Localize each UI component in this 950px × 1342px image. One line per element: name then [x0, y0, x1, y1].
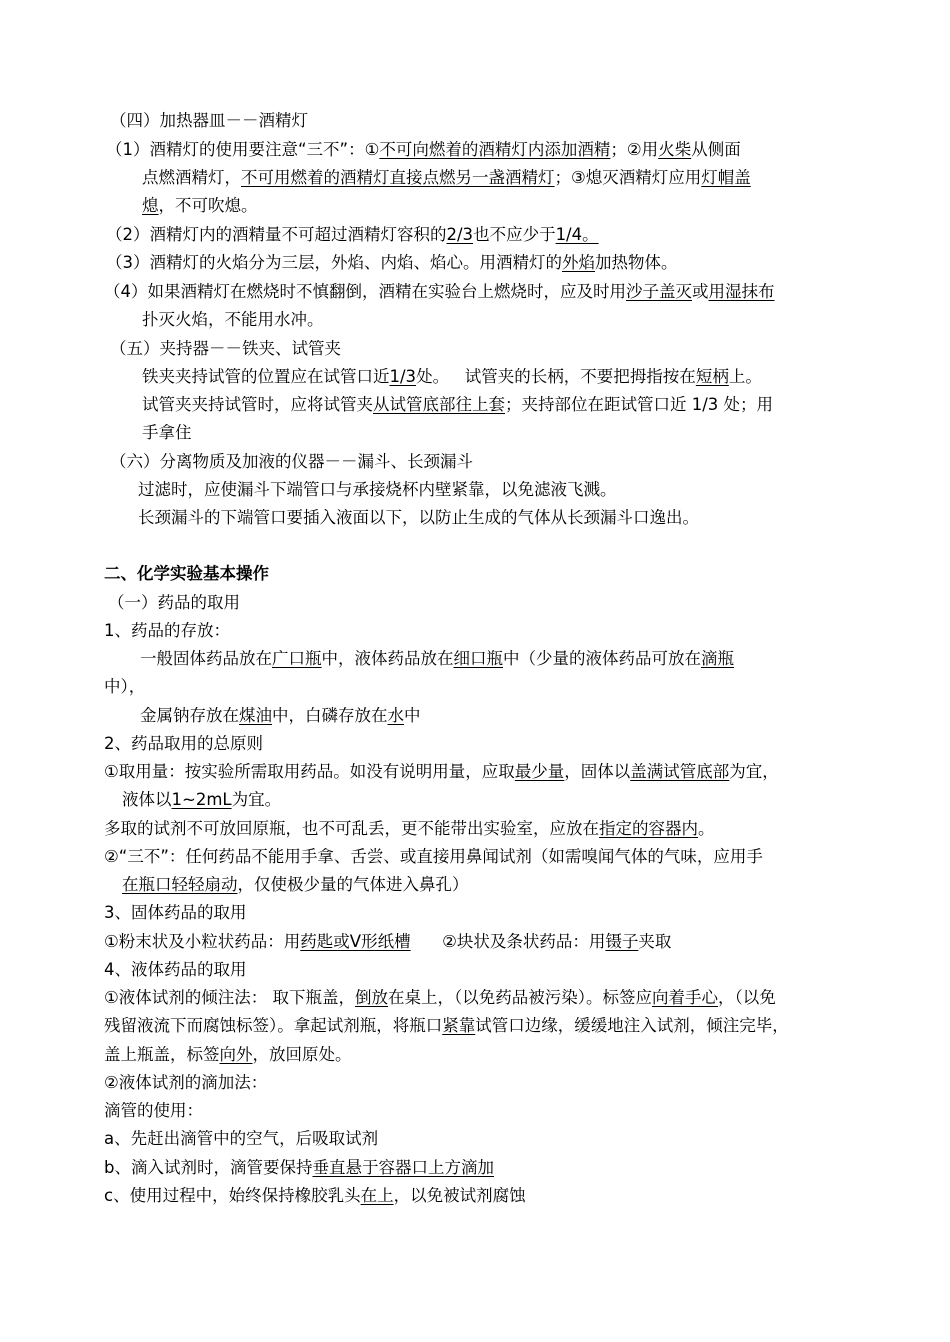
text-line [142, 366, 762, 388]
text-line [142, 422, 192, 444]
text-segment: 中）， [104, 677, 146, 696]
underlined-text: 灯帽盖 [701, 168, 751, 187]
underlined-text: 紧靠 [442, 1016, 476, 1035]
text-segment: 在桌上，（以免药品被污染）。标签应 [388, 988, 653, 1007]
underlined-text: 广口瓶 [272, 649, 322, 668]
text-segment: 试管口边缘，缓缓地注入试剂，倾注完毕， [475, 1016, 789, 1035]
text-segment: 或 [692, 282, 709, 301]
text-segment: ②块状及条状药品：用 [410, 932, 606, 951]
text-segment: ①取用量：按实验所需取用药品。如没有说明用量，应取 [104, 762, 515, 781]
text-segment: 。 [698, 819, 715, 838]
text-segment: 从侧面 [691, 140, 741, 159]
text-segment: ，固体以 [564, 762, 631, 781]
text-segment: （1）酒精灯的使用要注意“三不”：① [106, 140, 380, 159]
underlined-text: 从试管底部往上套 [373, 395, 505, 414]
text-segment: 残留液流下而腐蚀标签）。拿起试剂瓶，将瓶口 [104, 1016, 443, 1035]
text-segment: 一般固体药品放在 [140, 649, 272, 668]
text-line [140, 648, 734, 670]
text-segment: 扑灭火焰，不能用水冲。 [142, 310, 324, 329]
text-line [104, 761, 779, 783]
text-segment: ；夹持部位在距试管口近 1/3 处；用 [505, 395, 774, 414]
text-line [140, 705, 421, 727]
text-line [110, 338, 341, 360]
text-segment: 上。 [728, 367, 762, 386]
text-line [104, 818, 715, 840]
text-segment: 1、药品的存放： [104, 621, 230, 640]
text-segment: 夹取 [638, 932, 672, 951]
text-segment: 3、固体药品的取用 [104, 903, 247, 922]
text-segment: ①液体试剂的倾注法： 取下瓶盖， [104, 988, 356, 1007]
text-line [104, 676, 145, 698]
text-line [104, 931, 671, 953]
underlined-text: 1/4。 [555, 225, 599, 244]
text-segment: 4、液体药品的取用 [104, 960, 247, 979]
text-segment: 铁夹夹持试管的位置应在试管口近 [142, 367, 390, 386]
text-segment: a、先赶出滴管中的空气，后吸取试剂 [104, 1129, 379, 1148]
text-line [104, 733, 263, 755]
text-segment: 中，白磷存放在 [272, 706, 388, 725]
text-segment: 处。 试管夹的长柄，不要把拇指按在 [416, 367, 696, 386]
underlined-text: 在上 [360, 1186, 394, 1205]
text-line [142, 195, 258, 217]
underlined-text: 1~2mL [171, 790, 232, 809]
text-segment: 手拿住 [142, 423, 192, 442]
underlined-text: 1/3 [389, 367, 417, 386]
text-line [110, 451, 473, 473]
text-segment: （4）如果酒精灯在燃烧时不慎翻倒，酒精在实验台上燃烧时，应及时用 [104, 282, 626, 301]
text-line [122, 789, 281, 811]
underlined-text: 在瓶口轻轻扇动 [122, 875, 238, 894]
text-line [104, 1044, 352, 1066]
text-segment: ，放回原处。 [252, 1045, 352, 1064]
text-line [104, 1100, 203, 1122]
text-segment: （2）酒精灯内的酒精量不可超过酒精灯容积的 [106, 225, 447, 244]
underlined-text: 细口瓶 [453, 649, 503, 668]
text-line [104, 281, 775, 303]
text-line [104, 1185, 526, 1207]
text-line [108, 592, 240, 614]
text-segment: （五）夹持器－－铁夹、试管夹 [110, 339, 341, 358]
underlined-text: 水 [387, 706, 404, 725]
text-segment: ，不可吹熄。 [158, 196, 258, 215]
underlined-text: 2/3 [446, 225, 474, 244]
text-segment: 试管夹夹持试管时，应将试管夹 [142, 395, 373, 414]
text-segment: ②“三不”：任何药品不能用手拿、舌尝、或直接用鼻闻试剂（如需嗅闻气体的气味，应用手 [104, 847, 763, 866]
text-segment: 金属钠存放在 [140, 706, 239, 725]
underlined-text: 盖满试管底部 [630, 762, 730, 781]
text-line [104, 902, 247, 924]
underlined-text: 火柴 [658, 140, 692, 159]
text-line [138, 479, 617, 501]
text-segment: 为宜， [729, 762, 779, 781]
underlined-text: 指定的容器内 [599, 819, 698, 838]
text-line [106, 224, 599, 246]
text-segment: 滴管的使用： [104, 1101, 203, 1120]
text-line [106, 252, 678, 274]
underlined-text: 外焰 [562, 253, 595, 272]
underlined-text: 用湿抹布 [708, 282, 775, 301]
text-line [122, 874, 469, 896]
text-segment: 过滤时，应使漏斗下端管口与承接烧杯内壁紧靠，以免滤液飞溅。 [138, 480, 617, 499]
text-segment: （3）酒精灯的火焰分为三层，外焰、内焰、焰心。用酒精灯的 [106, 253, 562, 272]
underlined-text: 倒放 [355, 988, 389, 1007]
text-line [104, 1128, 378, 1150]
text-line [104, 1157, 494, 1179]
text-segment: 盖上瓶盖，标签 [104, 1045, 220, 1064]
text-segment: ；②用 [610, 140, 659, 159]
text-segment: 也不应少于 [473, 225, 556, 244]
underlined-text: 垂直悬于容器口上方滴加 [312, 1158, 494, 1177]
text-segment: （四）加热器皿－－酒精灯 [110, 111, 308, 130]
text-segment: ②液体试剂的滴加法： [104, 1073, 268, 1092]
underlined-text: 煤油 [239, 706, 272, 725]
text-segment: 为宜。 [231, 790, 282, 809]
text-line [104, 563, 269, 585]
underlined-text: 向外 [219, 1045, 253, 1064]
text-segment: 中（少量的液体药品可放在 [503, 649, 701, 668]
text-segment: ，以免被试剂腐蚀 [393, 1186, 526, 1205]
underlined-text: 不可用燃着的酒精灯直接点燃另一盏酒精灯 [241, 168, 555, 187]
text-line [104, 1015, 789, 1037]
section-heading: 二、化学实验基本操作 [104, 564, 269, 583]
text-line [106, 139, 741, 161]
underlined-text: 熄 [142, 196, 159, 215]
text-segment: 中，液体药品放在 [321, 649, 454, 668]
underlined-text: 最少量 [514, 762, 565, 781]
underlined-text: 镊子 [605, 932, 639, 951]
text-segment: （一）药品的取用 [108, 593, 240, 612]
text-segment: 液体以 [122, 790, 172, 809]
text-segment: ①粉末状及小粒状药品：用 [104, 932, 301, 951]
underlined-text: 药匙或V形纸槽 [300, 932, 411, 951]
text-segment: 加热物体。 [595, 253, 678, 272]
text-segment: b、滴入试剂时，滴管要保持 [104, 1158, 313, 1177]
text-line [104, 959, 247, 981]
underlined-text: 不可向燃着的酒精灯内添加酒精 [379, 140, 611, 159]
text-segment: 多取的试剂不可放回原瓶，也不可乱丢，更不能带出实验室，应放在 [104, 819, 599, 838]
text-line [104, 987, 776, 1009]
text-segment: 中 [404, 706, 421, 725]
underlined-text: 向着手心 [652, 988, 719, 1007]
underlined-text: 沙子盖灭 [626, 282, 692, 301]
text-segment: （六）分离物质及加液的仪器－－漏斗、长颈漏斗 [110, 452, 473, 471]
text-line [142, 309, 324, 331]
text-line [104, 846, 763, 868]
underlined-text: 短柄 [695, 367, 729, 386]
text-segment: 2、药品取用的总原则 [104, 734, 263, 753]
text-segment: 长颈漏斗的下端管口要插入液面以下，以防止生成的气体从长颈漏斗口逸出。 [138, 508, 699, 527]
underlined-text: 滴瓶 [701, 649, 734, 668]
text-segment: ，仅使极少量的气体进入鼻孔） [237, 875, 469, 894]
text-line [142, 394, 773, 416]
text-line [138, 507, 699, 529]
text-segment: ，（以免 [718, 988, 776, 1007]
text-line [104, 620, 230, 642]
text-segment: c、使用过程中，始终保持橡胶乳头 [104, 1186, 361, 1205]
text-line [104, 1072, 267, 1094]
text-segment: 点燃酒精灯， [142, 168, 241, 187]
text-segment: ；③熄灭酒精灯应用 [554, 168, 702, 187]
text-line [142, 167, 751, 189]
text-line [110, 110, 308, 132]
